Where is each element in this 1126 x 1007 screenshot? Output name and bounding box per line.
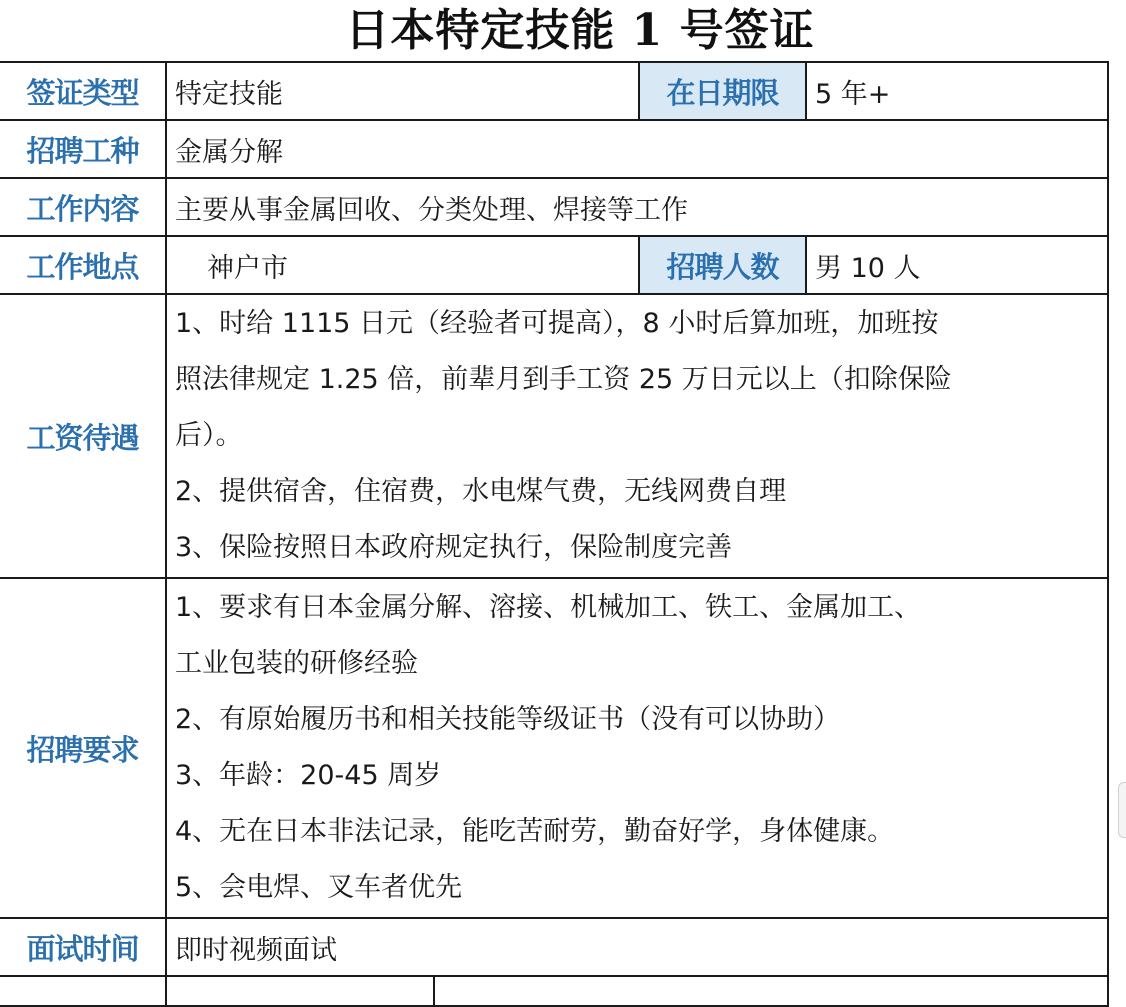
row-requirements (0, 578, 1108, 918)
row-salary (0, 294, 1108, 578)
value-job-type: 金属分解 (166, 120, 1108, 178)
value-requirements (166, 578, 1108, 918)
label-visa-type: 签证类型 (0, 62, 166, 120)
salary-line: 后）。 (175, 420, 243, 451)
salary-text (175, 296, 1099, 576)
value-stay-period: 5 年+ (806, 62, 1108, 120)
label-job-type: 招聘工种 (0, 120, 166, 178)
salary-line: 2、提供宿舍，住宿费，水电煤气费，无线网费自理 (175, 476, 787, 507)
side-scroll-tab[interactable] (1118, 782, 1126, 838)
salary-line: 照法律规定 1.25 倍，前辈月到手工资 25 万日元以上（扣除保险 (175, 364, 952, 395)
requirement-line: 1、要求有日本金属分解、溶接、机械加工、铁工、金属加工、 (175, 592, 922, 623)
cell-partial (0, 976, 166, 1006)
label-stay-period: 在日期限 (639, 62, 806, 120)
salary-line: 3、保险按照日本政府规定执行，保险制度完善 (175, 532, 733, 563)
row-partial (0, 976, 1108, 1006)
cell-partial (166, 976, 434, 1006)
row-visa-type (0, 62, 1108, 120)
label-location: 工作地点 (0, 236, 166, 294)
requirements-text (175, 580, 1099, 916)
page-title: 日本特定技能 1 号签证 (345, 5, 815, 56)
row-interview (0, 918, 1108, 976)
requirement-line: 工业包装的研修经验 (175, 648, 418, 679)
value-visa-type: 特定技能 (166, 62, 639, 120)
label-headcount: 招聘人数 (639, 236, 806, 294)
requirement-line: 4、无在日本非法记录，能吃苦耐劳，勤奋好学，身体健康。 (175, 816, 895, 847)
value-salary (166, 294, 1108, 578)
label-job-content: 工作内容 (0, 178, 166, 236)
salary-line: 1、时给 1115 日元（经验者可提高），8 小时后算加班，加班按 (175, 308, 939, 339)
label-requirements: 招聘要求 (0, 578, 166, 918)
visa-info-table (0, 61, 1109, 1007)
requirement-line: 2、有原始履历书和相关技能等级证书（没有可以协助） (175, 704, 841, 735)
value-job-content: 主要从事金属回收、分类处理、焊接等工作 (166, 178, 1108, 236)
row-job-type (0, 120, 1108, 178)
row-job-content (0, 178, 1108, 236)
label-interview: 面试时间 (0, 918, 166, 976)
label-salary: 工资待遇 (0, 294, 166, 578)
value-headcount: 男 10 人 (806, 236, 1108, 294)
row-location (0, 236, 1108, 294)
value-interview: 即时视频面试 (166, 918, 1108, 976)
value-location: 神户市 (166, 236, 639, 294)
cell-partial (434, 976, 1108, 1006)
requirement-line: 3、年龄：20-45 周岁 (175, 760, 442, 791)
requirement-line: 5、会电焊、叉车者优先 (175, 872, 463, 903)
